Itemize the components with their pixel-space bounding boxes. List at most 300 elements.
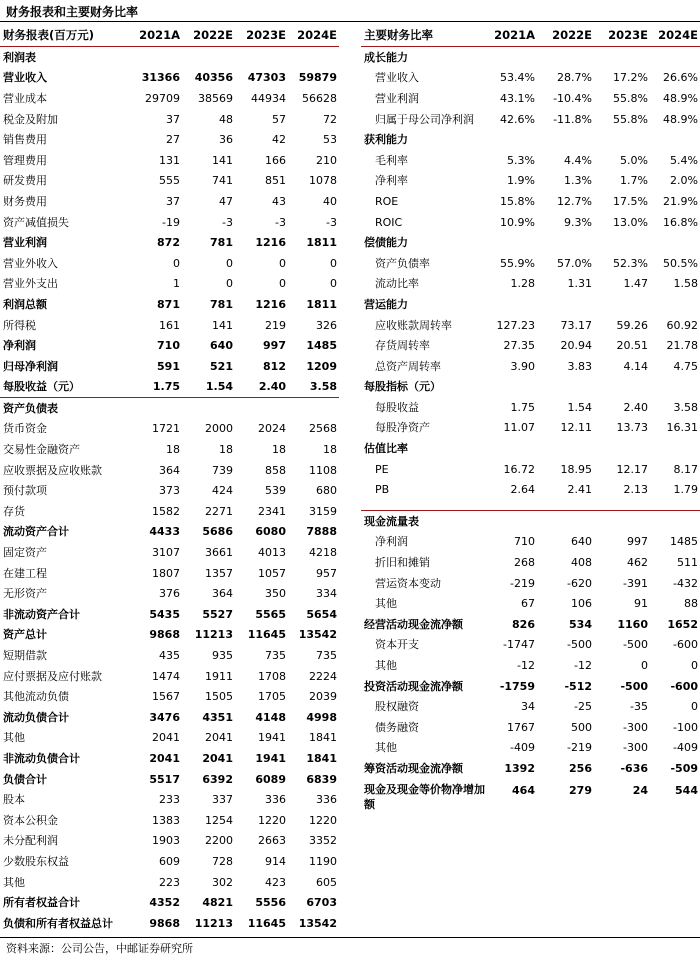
table-row: [0, 232, 339, 253]
row-value: 60.92: [666, 318, 698, 332]
table-row: [361, 418, 700, 439]
row-value: 741: [212, 174, 233, 188]
row-value: 4218: [309, 546, 337, 560]
row-value: 7888: [306, 525, 337, 539]
row-value: 1708: [258, 669, 286, 683]
row-value: 26.6%: [663, 71, 698, 85]
row-value: -600: [673, 638, 698, 652]
row-label: 股权融资: [375, 700, 419, 714]
row-value: -10.4%: [553, 91, 592, 105]
row-value: 223: [159, 875, 180, 889]
table-row: [361, 212, 700, 233]
table-row: [0, 88, 339, 109]
row-label: 非流动负债合计: [3, 751, 80, 765]
row-label: 归属于母公司净利润: [375, 112, 474, 126]
row-value: 1721: [152, 422, 180, 436]
row-value: 50.5%: [663, 256, 698, 270]
row-label: 营运资本变动: [375, 576, 441, 590]
row-value: 38569: [198, 91, 233, 105]
row-value: 13542: [298, 916, 337, 930]
row-value: 4.14: [623, 359, 648, 373]
row-value: 710: [157, 339, 180, 353]
row-value: -391: [623, 576, 648, 590]
row-label: 每股净资产: [375, 421, 430, 435]
row-label: 现金及现金等价物净增加额: [364, 782, 485, 811]
row-value: 1841: [306, 751, 337, 765]
row-label: 筹资活动现金流净额: [364, 761, 463, 775]
row-value: -3: [275, 215, 286, 229]
header-year: 2021A: [136, 25, 182, 47]
table-row: [361, 68, 700, 89]
row-label: 每股收益（元）: [3, 380, 80, 394]
row-value: 27.35: [503, 339, 535, 353]
row-label: 无形资产: [3, 587, 47, 601]
section-title: 估值比率: [364, 442, 408, 456]
ratios-header-row: [361, 25, 700, 47]
row-value: 3476: [149, 710, 180, 724]
section-title: 获利能力: [364, 133, 408, 147]
row-value: 2.0%: [670, 174, 698, 188]
row-label: 营业成本: [3, 91, 47, 105]
row-value: 9868: [149, 916, 180, 930]
table-row: [361, 253, 700, 274]
table-row: [0, 542, 339, 563]
row-value: 16.31: [666, 421, 698, 435]
table-row: [0, 439, 339, 460]
row-value: 3.83: [567, 359, 592, 373]
row-value: 40356: [194, 71, 233, 85]
row-label: 管理费用: [3, 153, 47, 167]
row-value: 57.0%: [557, 256, 592, 270]
row-label: 利润总额: [3, 297, 47, 311]
table-row: [361, 315, 700, 336]
row-label: 预付款项: [3, 484, 47, 498]
header-label: 财务报表(百万元): [0, 25, 136, 47]
table-row: [0, 583, 339, 604]
row-value: 2024: [258, 422, 286, 436]
financial-statements-table: [0, 25, 339, 934]
table-row: [0, 522, 339, 543]
row-value: 739: [212, 463, 233, 477]
table-row: [0, 604, 339, 625]
header-year: 2024E: [288, 25, 339, 47]
spacer-cell: [361, 500, 700, 511]
row-value: 1.47: [623, 277, 648, 291]
row-label: 财务费用: [3, 194, 47, 208]
row-value: 0: [279, 277, 286, 291]
row-label: PE: [375, 462, 389, 476]
row-value: 29709: [145, 91, 180, 105]
row-label: 短期借款: [3, 649, 47, 663]
row-value: 166: [265, 153, 286, 167]
row-value: 1.79: [673, 483, 698, 497]
row-value: 48.9%: [663, 112, 698, 126]
row-value: 1911: [205, 669, 233, 683]
row-label: 营业利润: [375, 91, 419, 105]
row-label: 折旧和摊销: [375, 556, 430, 570]
row-value: 544: [675, 783, 698, 797]
row-value: 872: [157, 236, 180, 250]
row-value: 44934: [251, 91, 286, 105]
row-value: 534: [569, 617, 592, 631]
group-title-row: [361, 47, 700, 68]
row-value: 18: [323, 443, 337, 457]
row-value: 710: [514, 535, 535, 549]
row-value: -432: [673, 576, 698, 590]
row-value: 5517: [149, 772, 180, 786]
row-label: 债务融资: [375, 720, 419, 734]
row-value: 5.3%: [507, 153, 535, 167]
header-year: 2021A: [489, 25, 537, 47]
row-value: 1903: [152, 834, 180, 848]
table-row: [0, 625, 339, 646]
row-value: 11645: [247, 628, 286, 642]
row-value: 4013: [258, 546, 286, 560]
row-value: 4.75: [673, 359, 698, 373]
table-row: [0, 666, 339, 687]
row-label: 负债和所有者权益总计: [3, 916, 113, 930]
row-value: 1841: [309, 731, 337, 745]
row-value: 268: [514, 556, 535, 570]
row-value: 555: [159, 174, 180, 188]
table-row: [361, 532, 700, 553]
table-row: [0, 563, 339, 584]
row-value: 1941: [255, 751, 286, 765]
table-row: [361, 676, 700, 697]
row-label: 流动比率: [375, 277, 419, 291]
row-value: 423: [265, 875, 286, 889]
table-row: [361, 274, 700, 295]
row-value: -409: [510, 741, 535, 755]
row-value: 0: [330, 256, 337, 270]
row-value: 735: [316, 649, 337, 663]
row-value: 1160: [617, 617, 648, 631]
row-label: 应收账款周转率: [375, 318, 452, 332]
table-row: [0, 913, 339, 934]
row-value: 2041: [149, 751, 180, 765]
row-value: 5565: [255, 607, 286, 621]
row-value: 2200: [205, 834, 233, 848]
row-value: 1807: [152, 566, 180, 580]
row-value: -19: [162, 215, 180, 229]
table-row: [0, 460, 339, 481]
row-value: 0: [691, 659, 698, 673]
table-row: [0, 109, 339, 130]
row-value: 1392: [504, 761, 535, 775]
row-label: 流动负债合计: [3, 710, 69, 724]
row-value: 59.26: [616, 318, 648, 332]
row-label: 销售费用: [3, 133, 47, 147]
row-value: 42: [272, 133, 286, 147]
row-label: 所得税: [3, 318, 36, 332]
row-value: 10.9%: [500, 215, 535, 229]
row-value: 1.75: [152, 380, 180, 394]
row-value: -300: [623, 720, 648, 734]
row-value: 52.3%: [613, 256, 648, 270]
row-value: -219: [567, 741, 592, 755]
table-row: [0, 253, 339, 274]
row-value: -620: [567, 576, 592, 590]
row-value: 20.51: [616, 339, 648, 353]
row-value: 728: [212, 854, 233, 868]
row-label: 资本公积金: [3, 813, 58, 827]
table-row: [0, 171, 339, 192]
row-value: 5.4%: [670, 153, 698, 167]
row-value: 781: [210, 297, 233, 311]
row-value: 1190: [309, 854, 337, 868]
table-row: [0, 419, 339, 440]
row-label: 其他: [3, 731, 25, 745]
row-value: 4433: [149, 525, 180, 539]
row-value: 18: [219, 443, 233, 457]
row-value: 40: [323, 194, 337, 208]
table-row: [0, 851, 339, 872]
row-value: 2039: [309, 690, 337, 704]
section-title: 成长能力: [364, 50, 408, 64]
row-label: 存货: [3, 504, 25, 518]
row-value: 4998: [306, 710, 337, 724]
row-value: -300: [623, 741, 648, 755]
row-value: 2041: [152, 731, 180, 745]
table-row: [0, 356, 339, 377]
financial-ratios-body: [361, 25, 700, 822]
section-title: 营运能力: [364, 297, 408, 311]
row-value: 57: [272, 112, 286, 126]
row-value: 16.72: [503, 462, 535, 476]
row-value: -3: [326, 215, 337, 229]
row-value: 735: [265, 649, 286, 663]
row-value: -1759: [499, 679, 535, 693]
row-value: -11.8%: [553, 112, 592, 126]
row-value: 233: [159, 793, 180, 807]
row-label: 归母净利润: [3, 359, 58, 373]
row-value: 6839: [306, 772, 337, 786]
row-value: 12.17: [616, 462, 648, 476]
row-value: 2.40: [623, 400, 648, 414]
row-value: 37: [166, 194, 180, 208]
row-value: 256: [569, 761, 592, 775]
row-value: 511: [677, 556, 698, 570]
row-value: 521: [210, 359, 233, 373]
row-value: 2000: [205, 422, 233, 436]
row-value: 1209: [306, 359, 337, 373]
header-year: 2022E: [182, 25, 235, 47]
row-value: 2.40: [258, 380, 286, 394]
header-year: 2023E: [594, 25, 650, 47]
row-value: 539: [265, 484, 286, 498]
row-value: 47303: [247, 71, 286, 85]
row-value: 1652: [667, 617, 698, 631]
row-label: 营业收入: [375, 71, 419, 85]
row-value: 2341: [258, 504, 286, 518]
table-row: [0, 191, 339, 212]
table-row: [0, 892, 339, 913]
row-label: 固定资产: [3, 546, 47, 560]
table-row: [361, 150, 700, 171]
row-value: -1747: [503, 638, 535, 652]
row-value: 1941: [258, 731, 286, 745]
row-value: 11645: [247, 916, 286, 930]
row-value: 1216: [255, 297, 286, 311]
row-value: 13.73: [616, 421, 648, 435]
row-value: -25: [574, 700, 592, 714]
row-value: 55.9%: [500, 256, 535, 270]
row-value: 2271: [205, 504, 233, 518]
table-row: [361, 191, 700, 212]
row-value: 17.2%: [613, 71, 648, 85]
section-title: 每股指标（元）: [364, 380, 441, 394]
row-value: 56628: [302, 91, 337, 105]
row-value: 72: [323, 112, 337, 126]
row-value: 9.3%: [564, 215, 592, 229]
row-value: 591: [157, 359, 180, 373]
table-row: [361, 779, 700, 822]
row-value: 1.7%: [620, 174, 648, 188]
row-value: 858: [265, 463, 286, 477]
row-value: 1057: [258, 566, 286, 580]
row-value: 5435: [149, 607, 180, 621]
row-value: 55.8%: [613, 91, 648, 105]
row-label: 营业收入: [3, 71, 47, 85]
row-value: 3107: [152, 546, 180, 560]
row-value: 5654: [306, 607, 337, 621]
row-label: 资产负债率: [375, 256, 430, 270]
row-value: 871: [157, 297, 180, 311]
spacer-row: [361, 500, 700, 511]
row-value: 1474: [152, 669, 180, 683]
row-value: 336: [316, 793, 337, 807]
cashflow-title-row: [361, 511, 700, 532]
row-label: 流动资产合计: [3, 525, 69, 539]
row-value: 424: [212, 484, 233, 498]
table-row: [0, 686, 339, 707]
row-label: 非流动资产合计: [3, 607, 80, 621]
row-value: 34: [521, 700, 535, 714]
row-label: 其他流动负债: [3, 690, 69, 704]
row-value: 3.58: [309, 380, 337, 394]
row-value: 43.1%: [500, 91, 535, 105]
row-value: 373: [159, 484, 180, 498]
row-value: 2041: [202, 751, 233, 765]
row-value: 1: [173, 277, 180, 291]
row-value: 1254: [205, 813, 233, 827]
row-value: 2663: [258, 834, 286, 848]
row-label: 其他: [375, 659, 397, 673]
row-value: 3661: [205, 546, 233, 560]
row-label: 税金及附加: [3, 112, 58, 126]
row-label: 净利润: [375, 535, 408, 549]
row-label: 研发费用: [3, 174, 47, 188]
table-row: [0, 315, 339, 336]
row-value: 8.17: [673, 462, 698, 476]
row-value: -12: [574, 659, 592, 673]
row-label: 净利润: [3, 339, 36, 353]
row-value: 5.0%: [620, 153, 648, 167]
table-row: [0, 212, 339, 233]
row-value: 9868: [149, 628, 180, 642]
table-row: [361, 635, 700, 656]
row-value: 435: [159, 649, 180, 663]
row-label: PB: [375, 483, 390, 497]
row-value: 1567: [152, 690, 180, 704]
section-title: 利润表: [3, 50, 36, 64]
row-value: 0: [226, 256, 233, 270]
footer-divider: [0, 937, 700, 938]
row-value: 24: [632, 783, 648, 797]
row-value: 350: [265, 587, 286, 601]
row-value: 1078: [309, 174, 337, 188]
row-value: 1383: [152, 813, 180, 827]
table-row: [361, 88, 700, 109]
row-value: 464: [512, 783, 535, 797]
row-value: 27: [166, 133, 180, 147]
row-value: 376: [159, 587, 180, 601]
row-value: 408: [571, 556, 592, 570]
row-value: 326: [316, 318, 337, 332]
row-value: 6080: [255, 525, 286, 539]
row-value: 0: [226, 277, 233, 291]
row-value: 4.4%: [564, 153, 592, 167]
row-value: 5527: [202, 607, 233, 621]
row-value: 1.58: [673, 277, 698, 291]
table-row: [361, 459, 700, 480]
row-value: -409: [673, 741, 698, 755]
row-value: -636: [620, 761, 648, 775]
row-value: 1485: [670, 535, 698, 549]
row-value: 4352: [149, 896, 180, 910]
table-row: [0, 274, 339, 295]
table-row: [361, 593, 700, 614]
row-value: 12.11: [560, 421, 592, 435]
row-value: 1.75: [510, 400, 535, 414]
row-value: 1485: [306, 339, 337, 353]
row-value: 6703: [306, 896, 337, 910]
row-value: 680: [316, 484, 337, 498]
row-value: -35: [630, 700, 648, 714]
group-title-row: [361, 377, 700, 398]
table-row: [0, 707, 339, 728]
row-value: 0: [641, 659, 648, 673]
row-value: 42.6%: [500, 112, 535, 126]
row-value: 28.7%: [557, 71, 592, 85]
row-value: 12.7%: [557, 194, 592, 208]
row-label: 资本开支: [375, 638, 419, 652]
row-value: 55.8%: [613, 112, 648, 126]
table-row: [0, 728, 339, 749]
row-label: 所有者权益合计: [3, 896, 80, 910]
row-value: 1.54: [567, 400, 592, 414]
row-value: 6089: [255, 772, 286, 786]
row-value: 500: [571, 720, 592, 734]
row-value: 37: [166, 112, 180, 126]
header-year: 2022E: [537, 25, 594, 47]
row-label: 资产总计: [3, 628, 47, 642]
table-row: [361, 335, 700, 356]
row-value: -509: [670, 761, 698, 775]
row-value: 16.8%: [663, 215, 698, 229]
row-label: 资产减值损失: [3, 215, 69, 229]
row-value: 605: [316, 875, 337, 889]
row-label: 未分配利润: [3, 834, 58, 848]
row-value: 127.23: [496, 318, 535, 332]
row-label: 营业利润: [3, 236, 47, 250]
row-value: 53.4%: [500, 71, 535, 85]
row-value: 0: [330, 277, 337, 291]
table-row: [361, 717, 700, 738]
row-value: 3.90: [510, 359, 535, 373]
row-value: 0: [279, 256, 286, 270]
row-value: 219: [265, 318, 286, 332]
